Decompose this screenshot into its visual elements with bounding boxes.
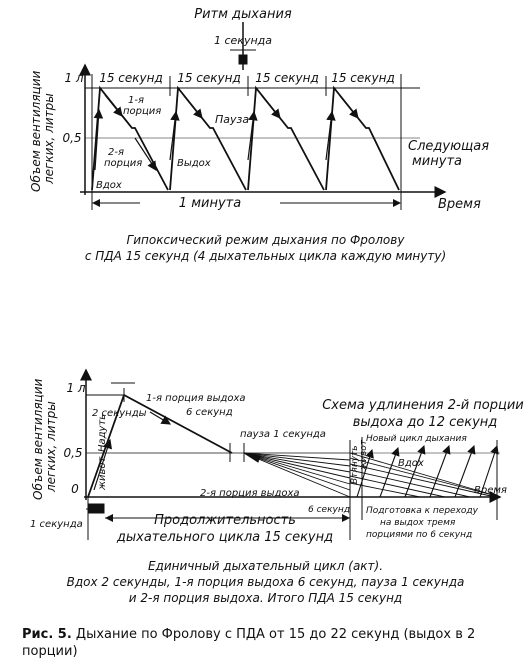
- fig2-first-portion-2: 6 секунд: [186, 407, 233, 418]
- fig2-duration-2: дыхательного цикла 15 секунд: [116, 530, 334, 545]
- fig1-y-label-line2: легких, литры: [42, 93, 56, 184]
- fig1-exhale: Выдох: [177, 158, 211, 169]
- fig2-y-label: [31, 378, 58, 500]
- fig2-y-label-line2: легких, литры: [44, 401, 58, 492]
- fig1-y-label: [29, 70, 56, 192]
- fig2-caption: [0, 558, 531, 606]
- fig2-labels: [30, 378, 524, 545]
- fig1-seg-label-2: 15 секунд: [177, 71, 241, 85]
- fig2-y-tick-zero: 0: [71, 482, 79, 496]
- fig2-two-seconds: 2 секунды: [92, 408, 147, 419]
- fig1-caption-line1: Гипоксический режим дыхания по Фролову: [126, 233, 405, 247]
- fig2-y-tick-top: 1 л: [66, 381, 86, 395]
- fig2-one-second: 1 секунда: [30, 519, 83, 530]
- fig2-duration-1: Продолжительность: [154, 513, 296, 528]
- fig1-next-minute-2: минута: [412, 154, 462, 169]
- figure-caption-text: Дыхание по Фролову с ПДА от 15 до 22 секунд (выдох в 2 порции): [22, 627, 476, 659]
- fig1-down-arrow-1: [105, 95, 122, 116]
- fig1-seg-label-4: 15 секунд: [331, 71, 395, 85]
- fig1-cycle-4: [326, 88, 399, 190]
- fig1-rhythm-sub: 1 секунда: [213, 34, 273, 47]
- fig1-minute: 1 минута: [178, 196, 242, 211]
- fig2-prep-3: порциями по 6 секунд: [366, 530, 473, 540]
- fig1-caption-line2: с ПДА 15 секунд (4 дыхательных цикла каждую минуту): [84, 249, 447, 263]
- fig1-down-arrow-4: [184, 96, 202, 118]
- fig2-puff-up: Надуть: [97, 413, 108, 452]
- fig1-seg-label-1: 15 секунд: [99, 71, 163, 85]
- fig1-down-arrow-3: [262, 96, 280, 118]
- figure-caption-label: Рис. 5.: [22, 627, 72, 642]
- fig2-y-tick-mid: 0,5: [63, 446, 83, 460]
- fig2-caption-line3: и 2-я порция выдоха. Итого ПДА 15 секунд: [128, 591, 403, 605]
- fig1-y-tick-top: 1 л: [64, 71, 84, 85]
- fig2-new-cycle-arrow: [380, 448, 398, 497]
- fig1-caption: [0, 232, 531, 264]
- fig2-belly: живот: [97, 456, 108, 490]
- fig1-rhythm-title: Ритм дыхания: [194, 7, 292, 22]
- fig2-y-label-line1: Объем вентиляции: [31, 378, 45, 500]
- fig2-prep-2: на выдох тремя: [380, 518, 456, 528]
- fig1-y-tick-mid: 0,5: [62, 131, 82, 145]
- figure-caption: [22, 626, 527, 660]
- fig2-time-label: Время: [474, 485, 507, 496]
- fig1-second-portion-1: 2-я: [108, 147, 124, 158]
- fig1-rhythm-block: [239, 55, 247, 64]
- fig2-scheme-2: выдоха до 12 секунд: [352, 415, 498, 430]
- fig2-pull-in: Втянуть: [350, 445, 360, 484]
- fig1-time-label: Время: [438, 197, 481, 212]
- fig1-cycle-2: [170, 88, 246, 190]
- fig1-y-label-line1: Объем вентиляции: [29, 70, 43, 192]
- fig1-pause: Пауза: [215, 113, 250, 126]
- fig2-first-portion-1: 1-я порция выдоха: [146, 393, 246, 404]
- fig2-belly-2: живот: [359, 439, 369, 470]
- fig1-second-portion-2: порция: [104, 158, 143, 169]
- fig1-first-portion-2: порция: [123, 106, 162, 117]
- fig2-second-portion: 2-я порция выдоха: [200, 488, 300, 499]
- fig1-next-minute-1: Следующая: [408, 139, 490, 154]
- fig2-caption-line1: Единичный дыхательный цикл (акт).: [147, 559, 384, 573]
- fig1-cycle-3: [248, 88, 324, 190]
- fig2-caption-line2: Вдох 2 секунды, 1-я порция выдоха 6 секунд, пауза 1 секунда: [66, 575, 465, 589]
- fig2-inhale: Вдох: [398, 458, 424, 469]
- fig2-new-cycle-arrow: [405, 446, 424, 497]
- fig2-prep-1: Подготовка к переходу: [366, 506, 478, 516]
- fig1-first-portion-1: 1-я: [128, 95, 144, 106]
- fig1-seg-label-3: 15 секунд: [255, 71, 319, 85]
- fig2-new-cycle: Новый цикл дыхания: [366, 434, 467, 444]
- fig2-scheme-1: Схема удлинения 2-й порции: [322, 398, 524, 413]
- fig2-pause: пауза 1 секунда: [240, 429, 326, 440]
- fig1-inhale: Вдох: [96, 180, 122, 191]
- fig1-down-arrow-5: [340, 96, 358, 118]
- fig2-six-seconds: 6 секунд: [308, 505, 350, 515]
- fig2-new-cycle-arrow: [430, 446, 449, 497]
